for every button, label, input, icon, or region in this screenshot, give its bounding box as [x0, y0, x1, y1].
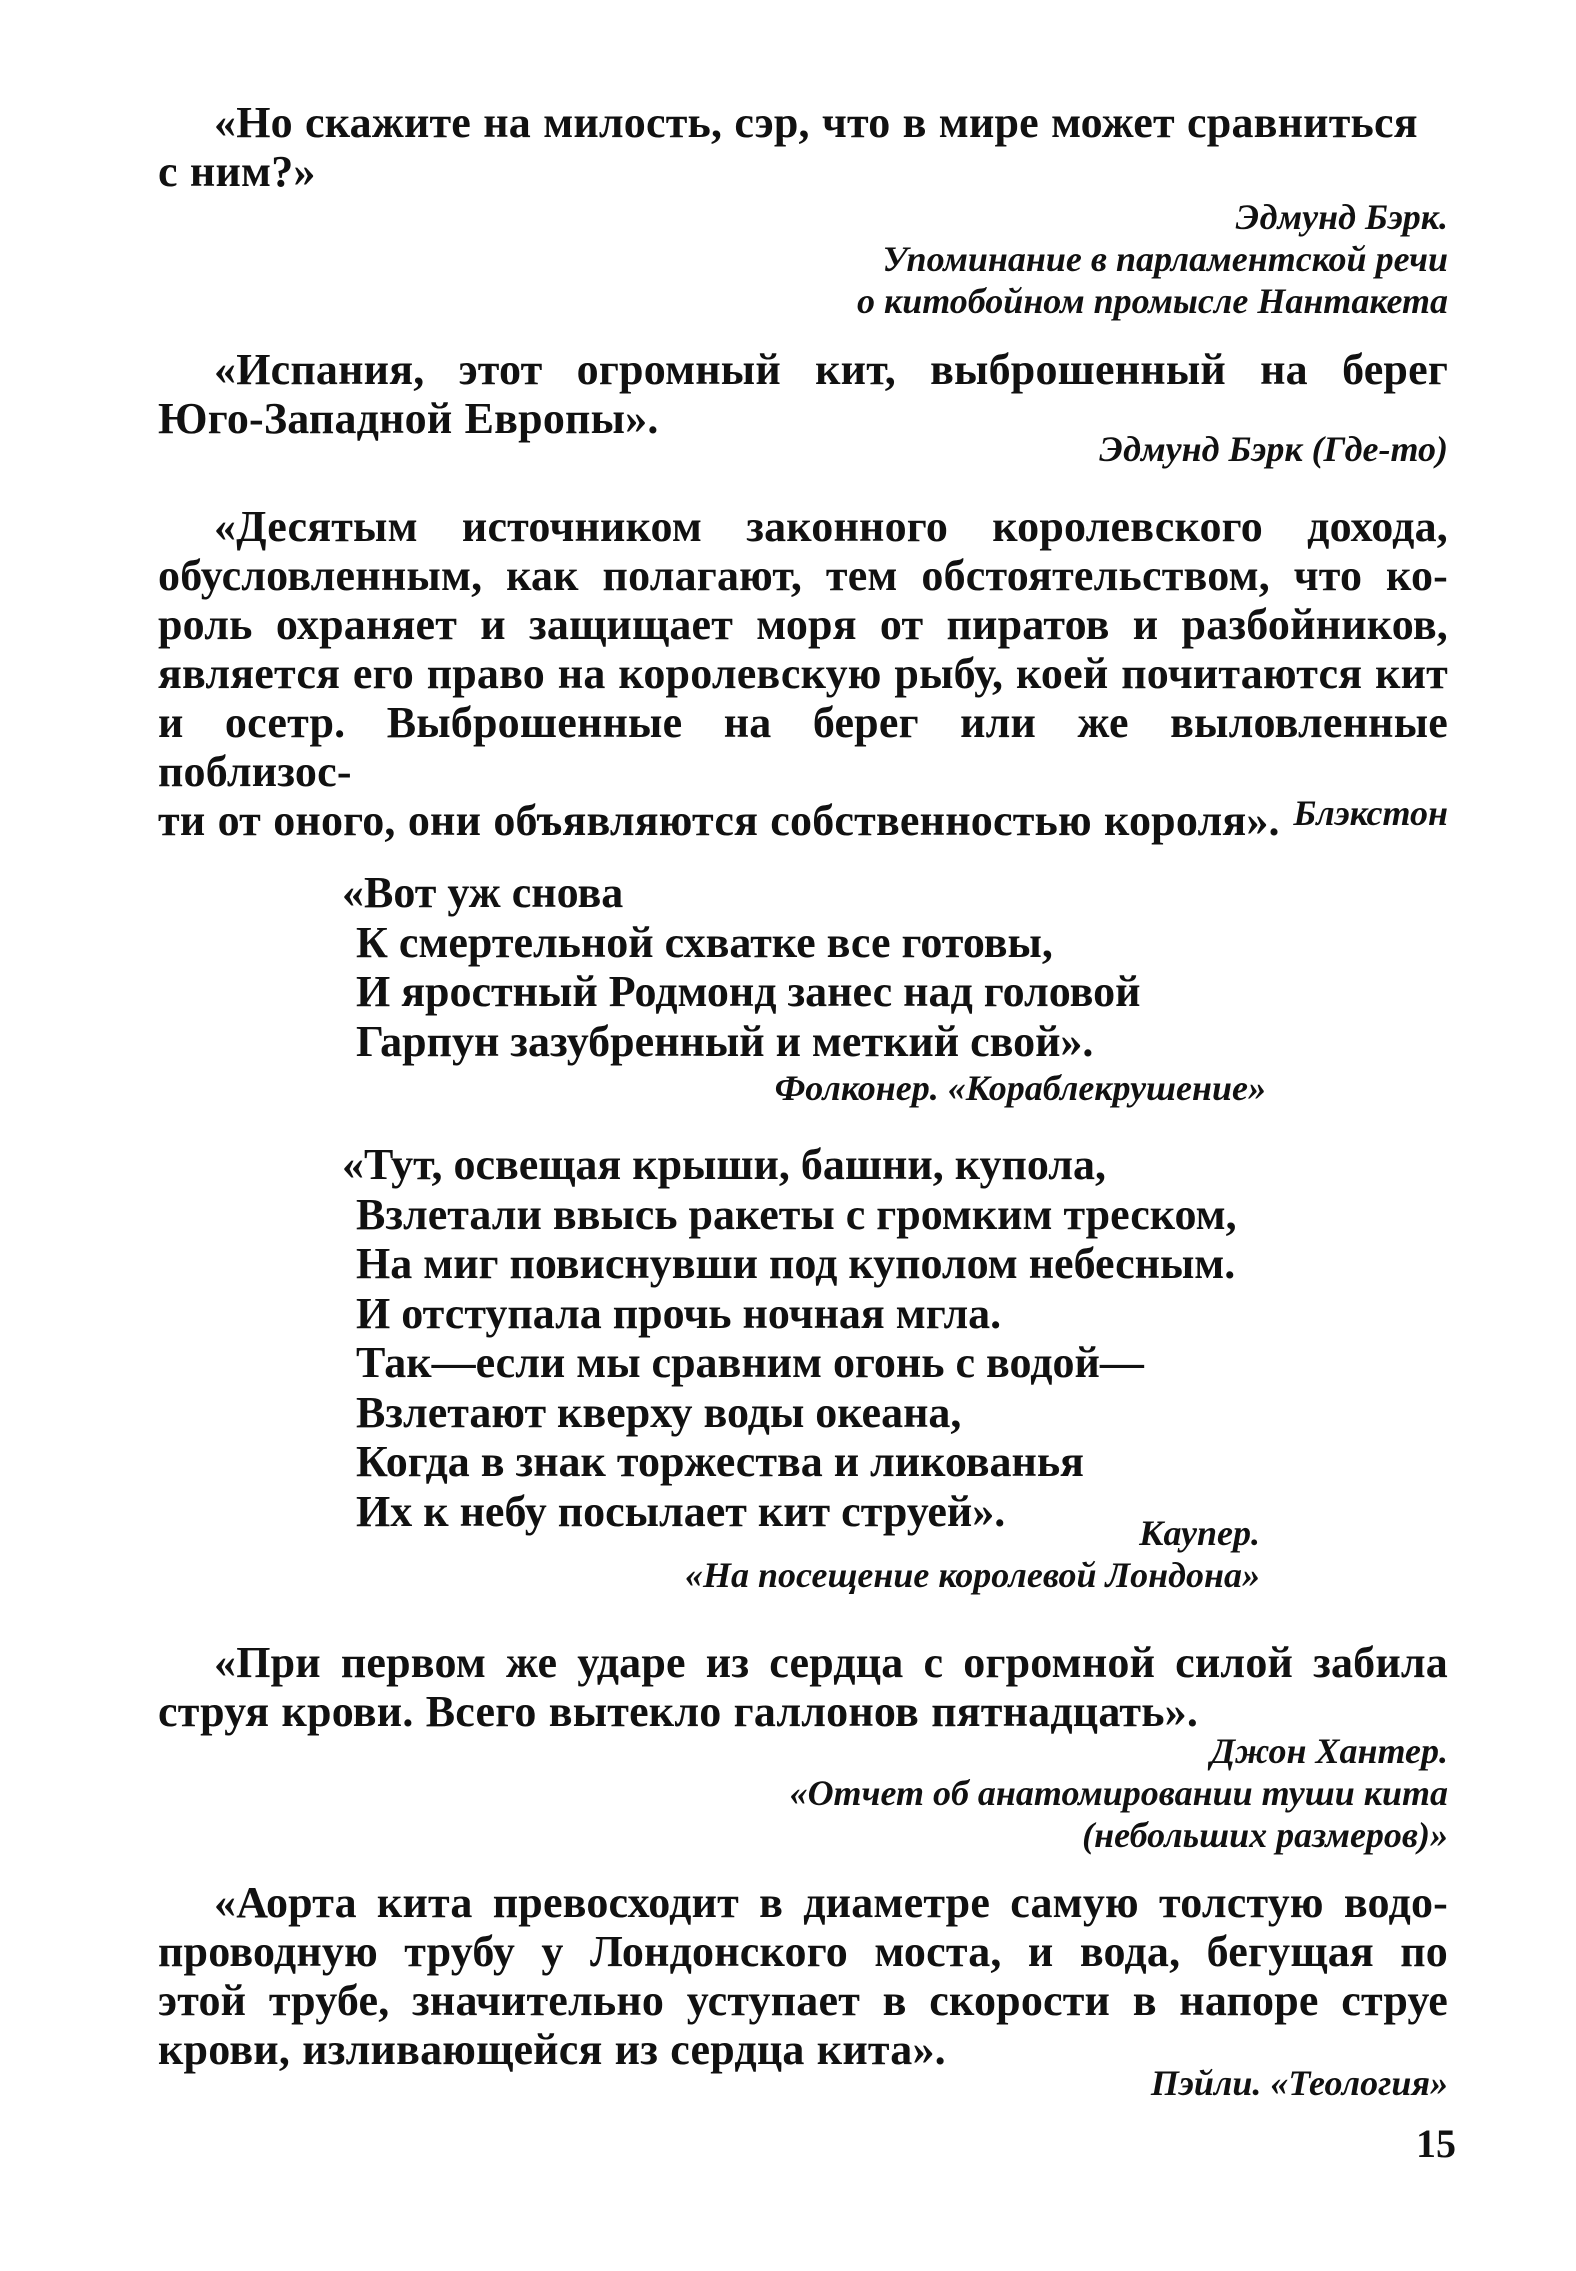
- attribution-line: Каупер.: [1139, 1513, 1260, 1553]
- attribution-line: Эдмунд Бэрк (Где-то): [1099, 429, 1448, 469]
- quote-line: проводную трубу у Лондонского моста, и вода, бегущая по: [158, 1927, 1448, 1976]
- verse-line: Взлетали ввысь ракеты с громким треском,: [356, 1189, 1237, 1239]
- quote-line: роль охраняет и защищает моря от пиратов и разбойников,: [158, 600, 1448, 649]
- verse-line: Взлетают кверху воды океана,: [356, 1387, 962, 1437]
- quote-6-text: [158, 1638, 1448, 1736]
- attribution-line: Пэйли. «Теология»: [1150, 2063, 1448, 2103]
- quote-3-attribution: [1293, 792, 1448, 834]
- attribution-line: (небольших размеров)»: [1082, 1815, 1448, 1855]
- quote-2-attribution: [1099, 428, 1448, 470]
- quote-7-text: [158, 1878, 1448, 2074]
- quote-5-verse: [342, 1140, 1237, 1536]
- quote-7-attribution: [1151, 2062, 1448, 2104]
- quote-line: является его право на королевскую рыбу, коей почитаются кит: [158, 649, 1448, 698]
- verse-line: И отступала прочь ночная мгла.: [356, 1288, 1002, 1338]
- attribution-line: «На посещение королевой Лондона»: [684, 1555, 1260, 1595]
- quote-line: ти от оного, они объявляются собственностью короля».: [158, 796, 1280, 845]
- quote-line: крови, изливающейся из сердца кита».: [158, 2025, 946, 2074]
- quote-1-attribution: [857, 196, 1448, 322]
- attribution-line: Фолконер. «Кораблекрушение»: [774, 1068, 1266, 1108]
- verse-line: Их к небу посылает кит струей».: [356, 1486, 1006, 1536]
- quote-line: струя крови. Всего вытекло галлонов пятнадцать».: [158, 1687, 1199, 1736]
- quote-1-text: [158, 98, 1448, 196]
- verse-line: Когда в знак торжества и ликованья: [356, 1437, 1084, 1486]
- quote-line: этой трубе, значительно уступает в скорости в напоре струе: [158, 1976, 1448, 2025]
- quote-line: «При первом же ударе из сердца с огромной силой забила: [214, 1638, 1448, 1687]
- page-number: 15: [1416, 2121, 1456, 2166]
- attribution-line: Джон Хантер.: [1210, 1731, 1448, 1771]
- verse-line: «Тут, освещая крыши, башни, купола,: [342, 1140, 1106, 1189]
- quote-line: «Аорта кита превосходит в диаметре самую толстую водо-: [214, 1878, 1448, 1927]
- attribution-line: Эдмунд Бэрк.: [1235, 197, 1448, 237]
- quote-line: «Испания, этот огромный кит, выброшенный на берег: [214, 345, 1448, 394]
- quote-4-attribution: [775, 1067, 1266, 1109]
- verse-line: И яростный Родмонд занес над головой: [356, 967, 1141, 1016]
- verse-line: На миг повиснувши под куполом небесным.: [356, 1239, 1236, 1288]
- attribution-line: о китобойном промысле Нантакета: [857, 281, 1448, 321]
- quote-line: и осетр. Выброшенные на берег или же выловленные поблизос-: [158, 698, 1448, 796]
- quote-line: «Десятым источником законного королевского дохода,: [214, 502, 1448, 551]
- quote-line: с ним?»: [158, 147, 316, 196]
- attribution-line: Блэкстон: [1293, 793, 1448, 833]
- quote-3-text: [158, 502, 1448, 845]
- attribution-line: Упоминание в парламентской речи: [882, 239, 1448, 279]
- quote-5-attribution: [685, 1512, 1260, 1596]
- quote-line: Юго-Западной Европы».: [158, 394, 659, 443]
- verse-line: «Вот уж снова: [342, 868, 624, 917]
- quote-line: обусловленным, как полагают, тем обстоятельством, что ко-: [158, 551, 1448, 600]
- quote-line: «Но скажите на милость, сэр, что в мире может сравниться: [214, 98, 1418, 147]
- quote-4-verse: [342, 868, 1140, 1066]
- verse-line: Гарпун зазубренный и меткий свой».: [356, 1016, 1094, 1066]
- verse-line: Так—если мы сравним огонь с водой—: [356, 1338, 1144, 1387]
- verse-line: К смертельной схватке все готовы,: [356, 917, 1053, 967]
- quote-6-attribution: [790, 1730, 1448, 1856]
- attribution-line: «Отчет об анатомировании туши кита: [789, 1773, 1448, 1813]
